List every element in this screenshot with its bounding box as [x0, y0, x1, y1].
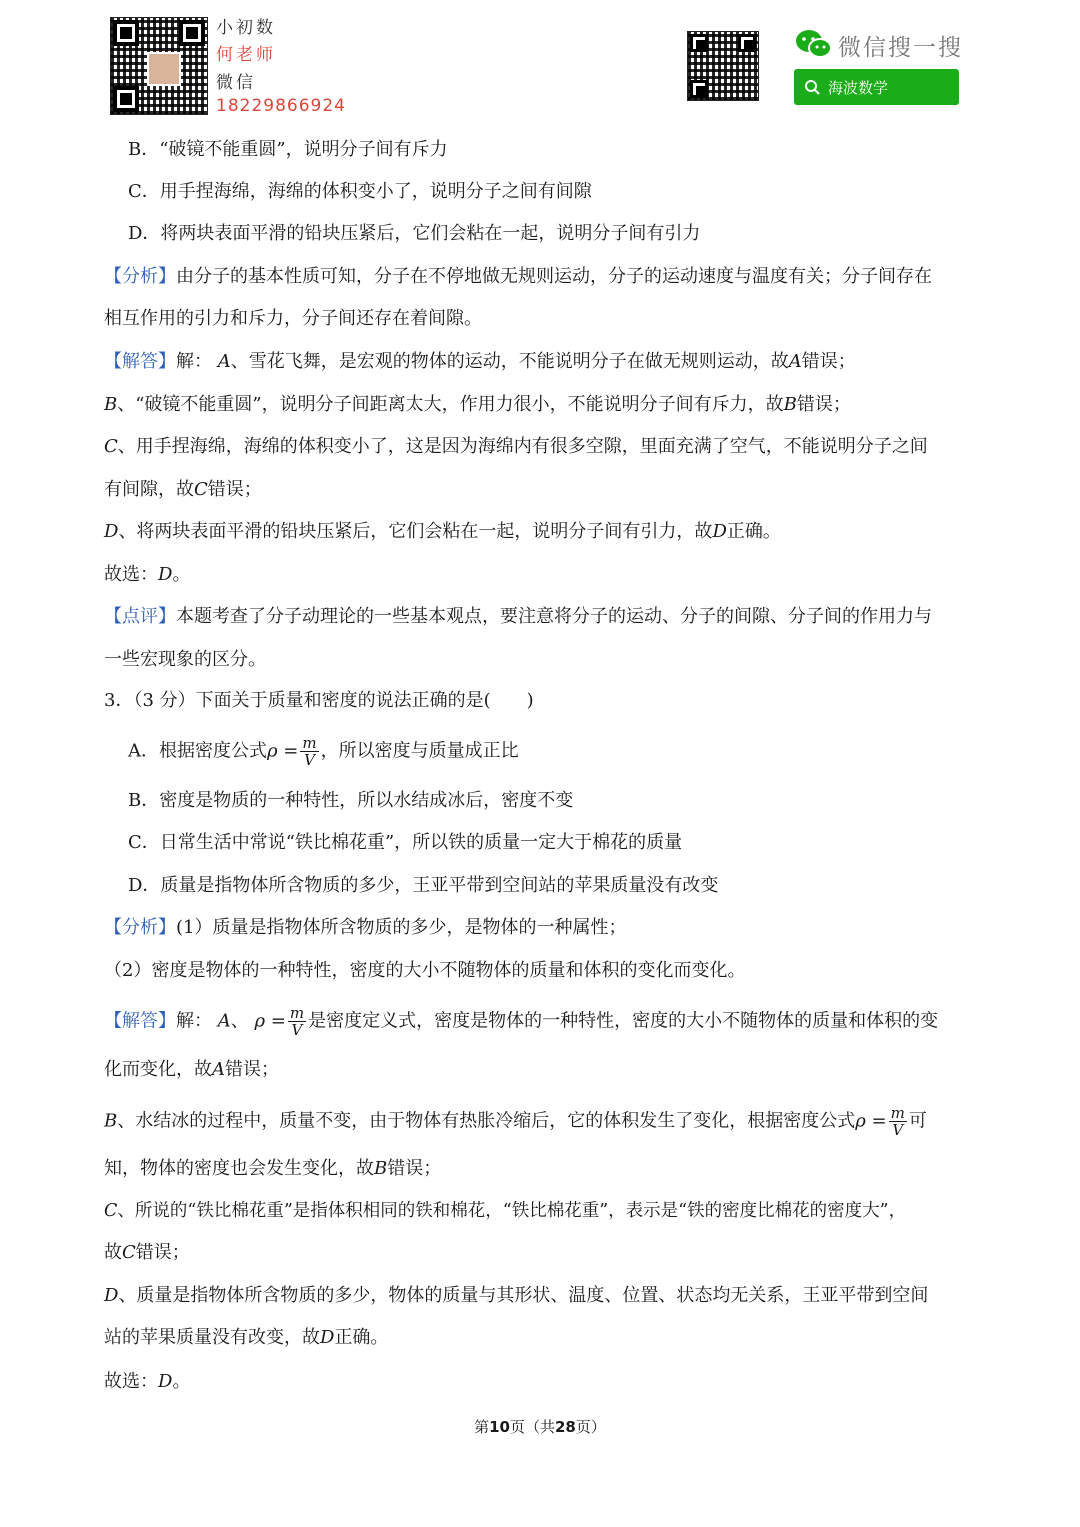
q3-answer-d-line-1: D、质量是指物体所含物质的多少，物体的质量与其形状、温度、位置、状态均无关系，王亚平带到空间: [104, 1285, 929, 1306]
density-formula: $\frac{m}{V}$: [890, 1104, 905, 1139]
contact-line-3: 微信: [216, 73, 256, 93]
q3-choice: 故选：D。: [104, 1371, 191, 1392]
q2-option-c: C．用手捏海绵，海绵的体积变小了，说明分子之间有间隙: [128, 181, 592, 202]
contact-line-1: 小初数: [216, 18, 276, 38]
q2-analysis-line-1: 【分析】由分子的基本性质可知，分子在不停地做无规则运动，分子的运动速度与温度有关；分子间存在: [104, 266, 932, 287]
q2-option-d: D．将两块表面平滑的铅块压紧后，它们会粘在一起，说明分子间有引力: [128, 223, 701, 244]
q2-answer-c-line-1: C、用手捏海绵，海绵的体积变小了，这是因为海绵内有很多空隙，里面充满了空气，不能说明分子之间: [104, 436, 928, 457]
q2-comment-line-1: 【点评】本题考查了分子动理论的一些基本观点，要注意将分子的运动、分子的间隙、分子间的作用力与: [104, 606, 932, 627]
q3-answer-d-line-2: 站的苹果质量没有改变，故D正确。: [104, 1327, 389, 1348]
avatar: [147, 52, 181, 86]
q2-option-b: B．“破镜不能重圆”，说明分子间有斥力: [128, 139, 448, 160]
q3-stem: 3．（3 分）下面关于质量和密度的说法正确的是( ): [104, 690, 534, 711]
q3-answer-c-line-1: C、所说的“铁比棉花重”是指体积相同的铁和棉花，“铁比棉花重”，表示是“铁的密度比棉花的密度大”，: [104, 1201, 907, 1221]
q2-analysis-line-2: 相互作用的引力和斥力，分子间还存在着间隙。: [104, 308, 482, 329]
q3-answer-a-line-2: 化而变化，故A错误；: [104, 1059, 279, 1080]
wechat-search-box[interactable]: [794, 69, 959, 105]
contact-line-2: 何老师: [216, 45, 276, 65]
q3-option-b: B．密度是物质的一种特性，所以水结成冰后，密度不变: [128, 790, 574, 811]
page-number: 第10页（共28页）: [474, 1418, 606, 1436]
wechat-search-title: 微信搜一搜: [838, 35, 963, 61]
search-query: 海波数学: [828, 78, 889, 97]
q2-answer-a: 【解答】解： A、雪花飞舞，是宏观的物体的运动，不能说明分子在做无规则运动，故A错误；: [104, 351, 856, 372]
comment-tag: 【点评】: [104, 606, 176, 627]
q2-comment-line-2: 一些宏现象的区分。: [104, 649, 266, 670]
answer-tag: 【解答】: [104, 351, 176, 372]
q3-answer-b-line-2: 知，物体的密度也会发生变化，故B错误；: [104, 1158, 442, 1179]
q2-answer-d: D、将两块表面平滑的铅块压紧后，它们会粘在一起，说明分子间有引力，故D正确。: [104, 521, 781, 542]
q3-option-a: A．根据密度公式ρ = $\frac{m}{V}$ ，所以密度与质量成正比: [128, 734, 519, 769]
contact-phone: 18229866924: [216, 96, 346, 116]
q3-analysis-line-1: 【分析】(1）质量是指物体所含物质的多少，是物体的一种属性；: [104, 917, 627, 938]
analysis-tag: 【分析】: [104, 266, 176, 287]
q2-answer-c-line-2: 有间隙，故C错误；: [104, 479, 262, 500]
q3-option-c: C．日常生活中常说“铁比棉花重”，所以铁的质量一定大于棉花的质量: [128, 832, 683, 853]
density-formula: $\frac{m}{V}$: [289, 1004, 305, 1039]
q3-answer-b-line-1: B、水结冰的过程中，质量不变，由于物体有热胀冷缩后，它的体积发生了变化，根据密度公式ρ = $\frac{m}{V}$ 可: [104, 1104, 927, 1139]
wechat-qr-code: [687, 31, 759, 101]
search-icon: [804, 79, 820, 95]
q3-analysis-line-2: （2）密度是物体的一种特性，密度的大小不随物体的质量和体积的变化而变化。: [104, 960, 746, 981]
q2-choice: 故选：D。: [104, 564, 191, 585]
density-formula: $\frac{m}{V}$: [302, 734, 317, 769]
wechat-icon: [794, 28, 834, 60]
q3-answer-a-line-1: 【解答】解： A、 ρ = $\frac{m}{V}$ 是密度定义式，密度是物体的一种特性，密度的大小不随物体的质量和体积的变: [104, 1004, 939, 1039]
q2-answer-b: B、“破镜不能重圆”，说明分子间距离太大，作用力很小，不能说明分子间有斥力，故B错误；: [104, 394, 851, 415]
q3-answer-c-line-2: 故C错误；: [104, 1242, 190, 1263]
q3-option-d: D．质量是指物体所含物质的多少，王亚平带到空间站的苹果质量没有改变: [128, 875, 719, 896]
contact-qr-code: [110, 17, 208, 115]
